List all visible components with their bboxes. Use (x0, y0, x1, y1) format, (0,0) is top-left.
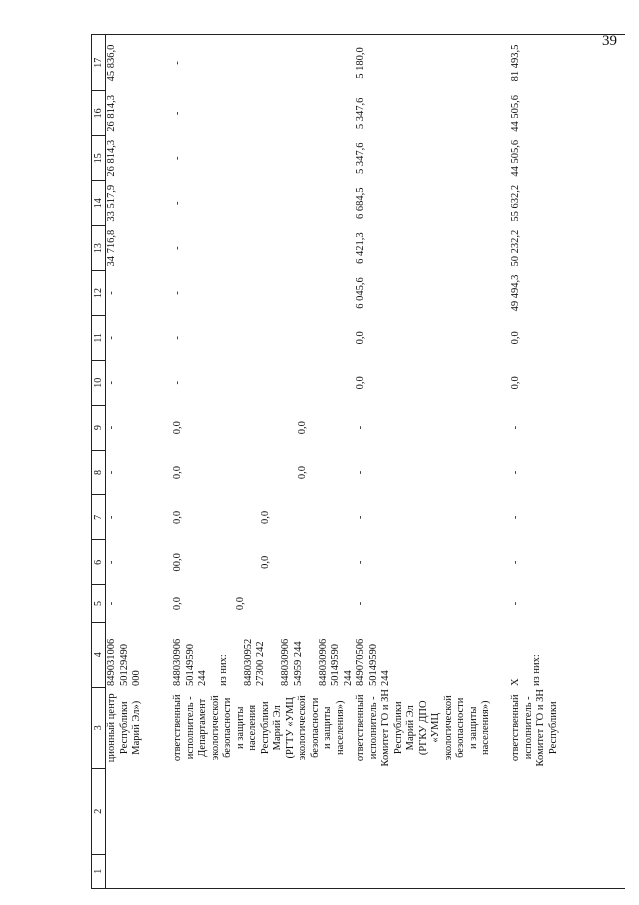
budget-code-breakdown: из них: (530, 654, 542, 687)
col-number: 12 (92, 271, 106, 316)
value-cell: 6 045,6 (355, 277, 366, 309)
value-cell: 0,0 0,0 (172, 510, 271, 524)
value-cell: - (172, 35, 355, 91)
col-number: 8 (92, 450, 106, 495)
table-row (106, 35, 173, 889)
table-row (172, 35, 355, 889)
value-cell: 0,0 (355, 331, 366, 345)
budget-code-breakdown: из них: 848030952 27300 242 848030906 54959 244 848030906 50149590 244 (217, 638, 354, 687)
value-cell: 0,0 0,0 (172, 596, 246, 611)
col-number: 14 (92, 181, 106, 226)
empty-cell-col2 (106, 768, 173, 854)
value-cell: - (106, 336, 117, 340)
col-number: 11 (92, 315, 106, 360)
value-cell: 44 505,6 (510, 95, 521, 132)
value-cell: - (172, 336, 183, 340)
table-row (355, 35, 510, 889)
empty-cell-col1 (355, 854, 510, 888)
col-number: 1 (92, 854, 106, 888)
value-cell: - (106, 470, 117, 475)
page-number: 39 (602, 33, 617, 49)
responsible-executor-cell: ответственный исполнитель - Комитет ГО и ЗН Республики Марий Эл (РГКУ ДПО «УМЦ экологической безопасности и защиты населения») (355, 689, 491, 767)
value-cell: 33 517,9 (106, 184, 117, 222)
value-cell: - (355, 560, 366, 565)
value-cell: - (106, 291, 117, 295)
value-cell: - (510, 515, 521, 520)
col-number: 9 (92, 405, 106, 450)
table-row (510, 35, 625, 889)
value-cell: 49 494,3 (510, 274, 521, 312)
empty-cell-col1 (510, 854, 625, 888)
value-cell: - (106, 425, 117, 430)
empty-cell-col2 (172, 768, 355, 854)
value-cell: 45 836,0 (106, 35, 173, 91)
empty-cell-col2 (355, 768, 510, 854)
value-cell: 0,0 (510, 376, 521, 390)
col-number: 6 (92, 540, 106, 585)
col-number: 2 (92, 768, 106, 854)
value-cell: - (355, 601, 366, 606)
col-number: 16 (92, 91, 106, 136)
value-cell: - (172, 156, 183, 161)
value-cell: 44 505,6 (510, 139, 521, 177)
value-cell: - (106, 381, 117, 385)
value-cell: 5 180,0 (355, 35, 510, 91)
column-number-row (92, 35, 106, 889)
value-cell: 34 716,8 (106, 229, 117, 267)
value-cell: 0,0 (510, 331, 521, 345)
value-cell: 0,0 0,0 (172, 421, 308, 435)
value-cell: - (355, 470, 366, 475)
value-cell: - (510, 560, 521, 565)
value-cell: 26 814,3 (106, 139, 117, 177)
value-cell: 00,0 0,0 (172, 553, 271, 572)
col-number: 17 (92, 35, 106, 91)
value-cell: 6 684,5 (355, 187, 366, 219)
value-cell: - (355, 515, 366, 520)
rotated-table-page (91, 34, 636, 889)
value-cell: 26 814,3 (106, 95, 117, 132)
value-cell: - (106, 515, 117, 520)
value-cell: 5 347,6 (355, 142, 366, 175)
budget-code-cell-main: X (510, 678, 521, 687)
value-cell: 55 632,2 (510, 184, 521, 222)
budget-code-cell: 849031006 50129490 000 (106, 638, 142, 687)
value-cell: - (172, 246, 183, 250)
col-number: 4 (92, 622, 106, 687)
value-cell: - (172, 111, 183, 116)
value-cell: - (510, 470, 521, 475)
value-cell: 0,0 0,0 (172, 465, 308, 480)
col-number: 3 (92, 687, 106, 768)
col-number: 15 (92, 136, 106, 181)
value-cell: - (172, 291, 183, 295)
value-cell: 81 493,5 (510, 35, 625, 91)
col-number: 13 (92, 226, 106, 271)
budget-code-cell (172, 622, 355, 687)
value-cell: 5 347,6 (355, 97, 366, 130)
budget-code-cell-main: 848030906 50149590 244 (172, 638, 208, 687)
value-cell: - (172, 201, 183, 205)
value-cell: 6 421,3 (355, 232, 366, 264)
responsible-executor-cell: ответственный исполнитель - Департамент экологической безопасности и защиты населения Республики Марий Эл (РГТУ «УМЦ экологической безопасности и защиты населения») (172, 694, 346, 762)
empty-cell-col1 (172, 854, 355, 888)
empty-cell-col2 (510, 768, 625, 854)
value-cell: 0,0 (355, 376, 366, 390)
value-cell: - (355, 425, 366, 430)
budget-code-cell (510, 622, 625, 687)
col-number: 5 (92, 585, 106, 623)
value-cell: - (106, 601, 117, 606)
col-number: 10 (92, 360, 106, 405)
budget-table (91, 34, 625, 889)
value-cell: 50 232,2 (510, 229, 521, 267)
value-cell: - (172, 381, 183, 385)
empty-cell-col1 (106, 854, 173, 888)
col-number: 7 (92, 495, 106, 540)
value-cell: - (510, 425, 521, 430)
responsible-executor-cell: ционный центр Республики Марий Эл») (106, 693, 142, 763)
responsible-executor-cell: ответственный исполнитель - Комитет ГО и ЗН Республики (510, 689, 559, 767)
budget-code-cell: 849070506 50149590 244 (355, 638, 391, 687)
value-cell: - (510, 601, 521, 606)
value-cell: - (106, 560, 117, 565)
